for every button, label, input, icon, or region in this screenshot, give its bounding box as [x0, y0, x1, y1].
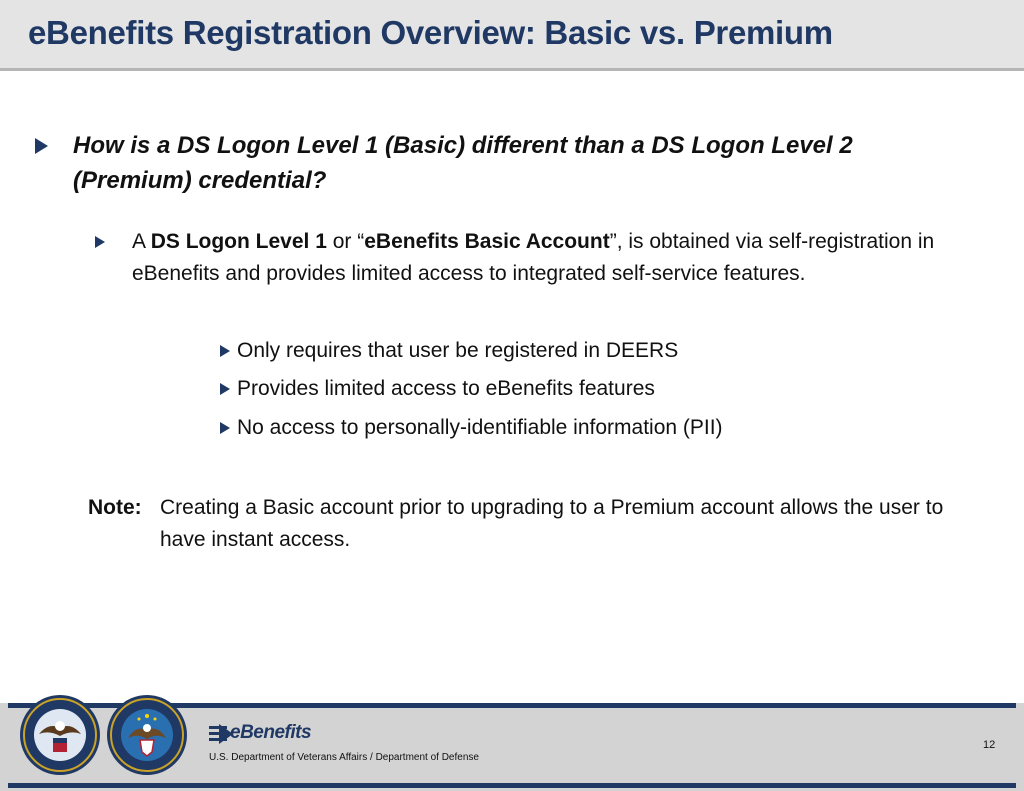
basic-account-term: eBenefits Basic Account [364, 230, 610, 253]
note-label: Note: [88, 496, 142, 519]
para-suffix: ”, is obtained via self-registration in eBenefits and provides limited access to integrated self-service features. [132, 230, 935, 285]
list-item: Provides limited access to eBenefits features [237, 377, 655, 400]
dod-seal-icon [106, 694, 188, 776]
bullet-arrow-icon [220, 422, 230, 434]
level1-description [132, 226, 1002, 290]
list-item: No access to personally-identifiable information (PII) [237, 416, 723, 439]
para-or: or “ [326, 230, 365, 253]
footer-bottom-bar [8, 783, 1016, 788]
list-item: Only requires that user be registered in DEERS [237, 339, 679, 362]
bullet-arrow-icon [95, 236, 105, 248]
page-title: eBenefits Registration Overview: Basic vs. Premium [28, 14, 833, 51]
va-seal-icon [19, 694, 101, 776]
ds-logon-level1-term: DS Logon Level 1 [150, 230, 327, 253]
ebenefits-logo-text: eBenefits [230, 722, 312, 743]
bullet-arrow-icon [220, 383, 230, 395]
department-label: U.S. Department of Veterans Affairs / Department of Defense [209, 752, 479, 763]
para-prefix: A [132, 230, 151, 253]
bullet-arrow-icon [220, 345, 230, 357]
page-number: 12 [983, 739, 996, 751]
question-text: How is a DS Logon Level 1 (Basic) different than a DS Logon Level 2 (Premium) credential? [73, 132, 853, 194]
bullet-arrow-icon [35, 138, 48, 154]
note-text: Creating a Basic account prior to upgrading to a Premium account allows the user to have instant access. [160, 496, 944, 551]
